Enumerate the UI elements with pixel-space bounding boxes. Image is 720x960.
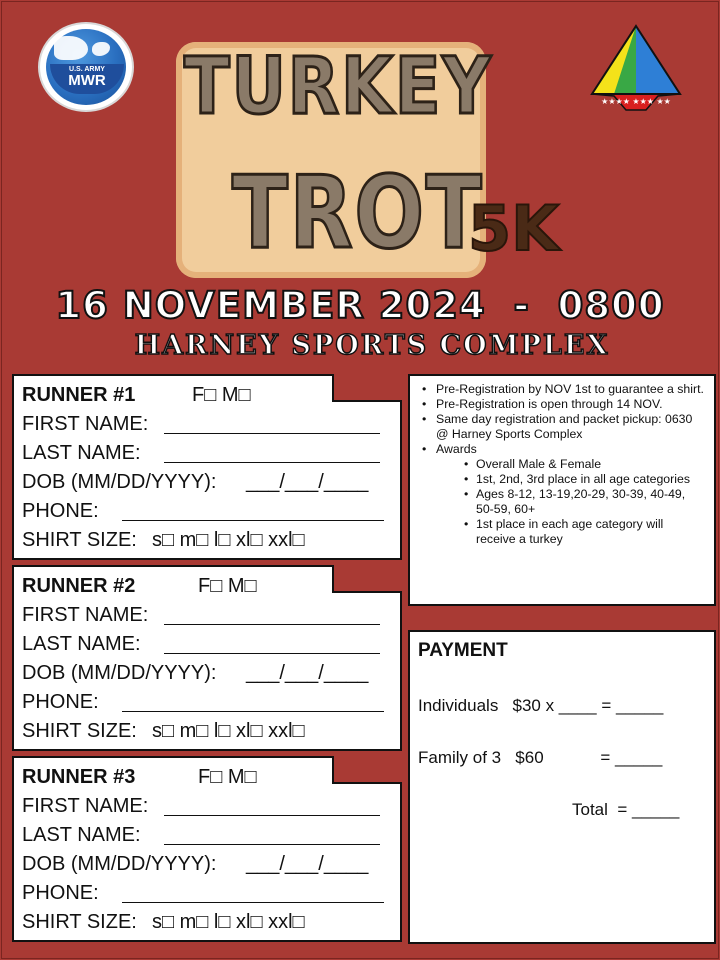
mwr-logo-army-text: U.S. ARMY (69, 66, 105, 73)
shirt-size-label: SHIRT SIZE: (22, 720, 137, 742)
first-name-label: FIRST NAME: (22, 795, 149, 817)
payment-box (408, 630, 716, 944)
first-name-field[interactable] (164, 433, 380, 434)
shirt-size-label: SHIRT SIZE: (22, 911, 137, 933)
dob-label: DOB (MM/DD/YYYY): (22, 853, 217, 875)
first-name-label: FIRST NAME: (22, 604, 149, 626)
payment-title: PAYMENT (418, 640, 508, 661)
svg-text:★★★★ ★★★ ★★: ★★★★ ★★★ ★★ (601, 97, 671, 106)
pyramid-star-logo (588, 24, 684, 116)
info-item: • Pre-Registration by NOV 1st to guarantee a shirt. (418, 382, 704, 397)
shirt-size-checkboxes[interactable]: s□ m□ l□ xl□ xxl□ (152, 529, 305, 551)
dob-label: DOB (MM/DD/YYYY): (22, 471, 217, 493)
event-venue: HARNEY SPORTS COMPLEX (134, 330, 610, 361)
payment-family[interactable]: Family of 3 $60 = _____ (418, 748, 663, 767)
last-name-field[interactable] (164, 462, 380, 463)
event-date-time: 16 NOVEMBER 2024 - 0800 (55, 284, 665, 327)
award-item: • Ages 8-12, 13-19,20-29, 30-39, 40-49, 50-59, 60+ (418, 487, 704, 517)
shirt-size-checkboxes[interactable]: s□ m□ l□ xl□ xxl□ (152, 720, 305, 742)
shirt-size-label: SHIRT SIZE: (22, 529, 137, 551)
runner-1-form (12, 374, 402, 560)
last-name-field[interactable] (164, 653, 380, 654)
dob-field[interactable]: ___/___/____ (246, 471, 369, 493)
first-name-field[interactable] (164, 815, 380, 816)
award-item: • Overall Male & Female (418, 457, 704, 472)
runner-1-label: RUNNER #1 (22, 384, 136, 406)
phone-field[interactable] (122, 520, 384, 521)
runner-3-label: RUNNER #3 (22, 766, 136, 788)
award-item: • 1st, 2nd, 3rd place in all age categories (418, 472, 704, 487)
last-name-label: LAST NAME: (22, 633, 141, 655)
phone-label: PHONE: (22, 882, 99, 904)
turkey-trot-title (176, 42, 576, 280)
first-name-label: FIRST NAME: (22, 413, 149, 435)
runner-3-form (12, 756, 402, 942)
award-item: • 1st place in each age category will receive a turkey (418, 517, 704, 547)
runner-1-gender-checkboxes[interactable]: F□ M□ (192, 384, 251, 406)
payment-individuals[interactable]: Individuals $30 x ____ = _____ (418, 696, 664, 715)
phone-field[interactable] (122, 902, 384, 903)
shirt-size-checkboxes[interactable]: s□ m□ l□ xl□ xxl□ (152, 911, 305, 933)
first-name-field[interactable] (164, 624, 380, 625)
army-mwr-logo (38, 22, 134, 112)
info-item: • Pre-Registration is open through 14 NOV. (418, 397, 704, 412)
dob-label: DOB (MM/DD/YYYY): (22, 662, 217, 684)
runner-2-gender-checkboxes[interactable]: F□ M□ (198, 575, 257, 597)
title-trot: TROT (232, 154, 484, 271)
runner-3-gender-checkboxes[interactable]: F□ M□ (198, 766, 257, 788)
info-list (418, 382, 704, 457)
dob-field[interactable]: ___/___/____ (246, 662, 369, 684)
registration-info-box (408, 374, 716, 606)
title-turkey: TURKEY (184, 42, 493, 132)
title-5k: 5K (468, 192, 560, 265)
info-item: • Same day registration and packet pickup: 0630 @ Harney Sports Complex (418, 412, 704, 442)
last-name-field[interactable] (164, 844, 380, 845)
awards-list (418, 457, 704, 547)
phone-label: PHONE: (22, 500, 99, 522)
last-name-label: LAST NAME: (22, 824, 141, 846)
last-name-label: LAST NAME: (22, 442, 141, 464)
info-item-awards: • Awards (418, 442, 704, 457)
runner-2-label: RUNNER #2 (22, 575, 136, 597)
runner-2-form (12, 565, 402, 751)
dob-field[interactable]: ___/___/____ (246, 853, 369, 875)
payment-total[interactable]: Total = _____ (572, 800, 680, 819)
phone-field[interactable] (122, 711, 384, 712)
mwr-logo-mwr-text: MWR (68, 72, 106, 89)
phone-label: PHONE: (22, 691, 99, 713)
